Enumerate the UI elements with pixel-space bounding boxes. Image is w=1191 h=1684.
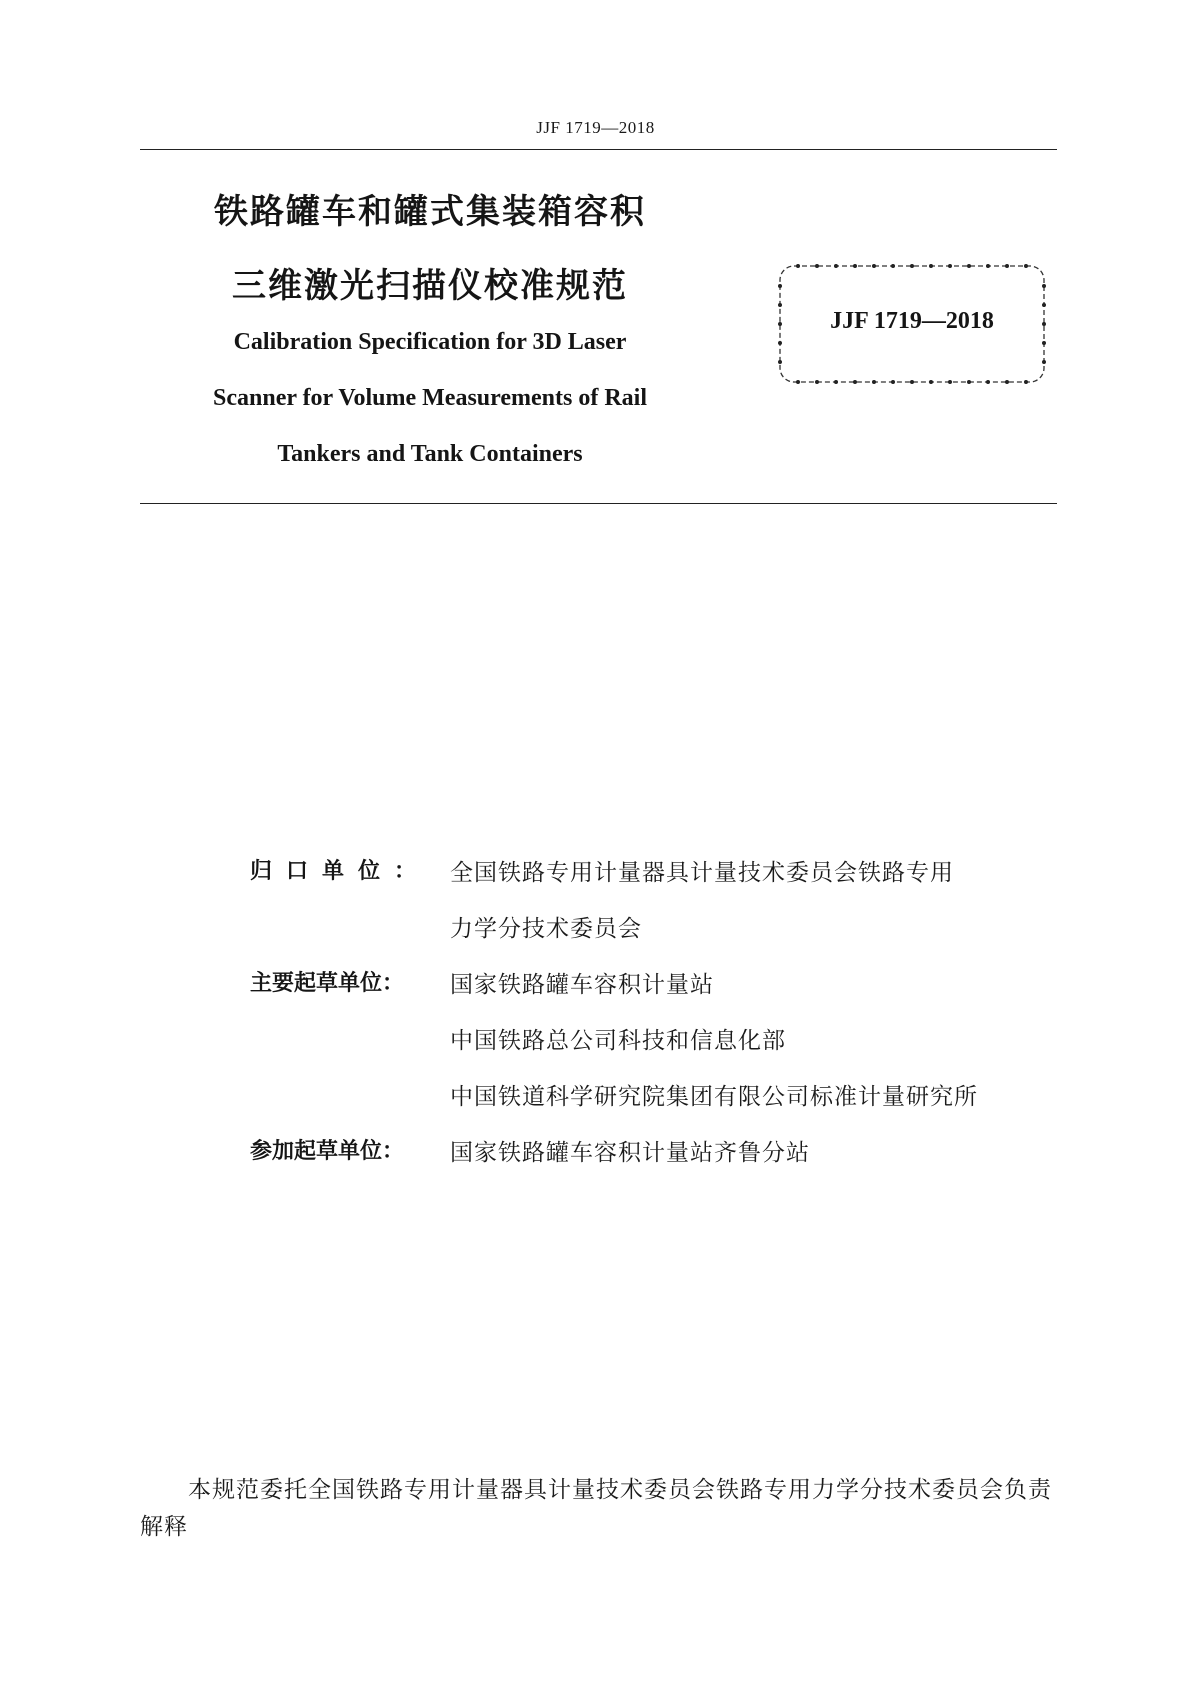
main-drafter-2: 中国铁路总公司科技和信息化部 <box>450 1028 786 1054</box>
responsible-unit-value: 全国铁路专用计量器具计量技术委员会铁路专用 <box>450 860 954 886</box>
english-title-line-1: Calibration Specification for 3D Laser <box>233 329 627 355</box>
middle-rule <box>140 503 1057 504</box>
border-dot <box>853 380 857 384</box>
english-title-line-3: Tankers and Tank Containers <box>277 441 583 467</box>
border-dot <box>872 264 876 268</box>
border-dot <box>1042 341 1046 345</box>
border-dot <box>834 264 838 268</box>
border-dot <box>910 380 914 384</box>
border-dot <box>834 380 838 384</box>
border-dot <box>778 303 782 307</box>
participating-drafter-label: 参加起草单位： <box>250 1139 405 1164</box>
standard-code: JJF 1719—2018 <box>830 308 994 334</box>
border-dot <box>891 264 895 268</box>
participating-drafter-1: 国家铁路罐车容积计量站齐鲁分站 <box>450 1140 810 1166</box>
chinese-title-line-2: 三维激光扫描仪校准规范 <box>232 266 628 306</box>
border-dot <box>853 264 857 268</box>
border-dot <box>929 264 933 268</box>
border-dot <box>1042 360 1046 364</box>
border-dot <box>891 380 895 384</box>
border-dot <box>967 380 971 384</box>
running-header: JJF 1719—2018 <box>536 118 655 137</box>
border-dot <box>986 380 990 384</box>
border-dot <box>1024 380 1028 384</box>
border-dot <box>778 360 782 364</box>
responsible-unit-value-cont: 力学分技术委员会 <box>450 916 642 942</box>
border-dot <box>948 264 952 268</box>
border-dot <box>778 341 782 345</box>
border-dot <box>778 284 782 288</box>
border-dot <box>872 380 876 384</box>
main-drafter-label: 主要起草单位： <box>250 971 405 996</box>
border-dot <box>796 380 800 384</box>
top-rule <box>140 149 1057 150</box>
standard-code-box <box>774 260 1050 388</box>
responsible-unit-label: 归口单位： <box>250 859 431 884</box>
border-dot <box>815 264 819 268</box>
border-dot <box>1005 380 1009 384</box>
border-dot <box>815 380 819 384</box>
border-dot <box>1005 264 1009 268</box>
interpretation-note: 本规范委托全国铁路专用计量器具计量技术委员会铁路专用力学分技术委员会负责解释 <box>140 1477 1052 1540</box>
border-dot <box>929 380 933 384</box>
border-dot <box>948 380 952 384</box>
main-drafter-1: 国家铁路罐车容积计量站 <box>450 972 714 998</box>
border-dot <box>1042 284 1046 288</box>
border-dot <box>986 264 990 268</box>
border-dot <box>1042 303 1046 307</box>
border-dot <box>796 264 800 268</box>
main-drafter-3: 中国铁道科学研究院集团有限公司标准计量研究所 <box>450 1084 978 1110</box>
border-dot <box>967 264 971 268</box>
english-title-line-2: Scanner for Volume Measurements of Rail <box>213 385 647 411</box>
border-dot <box>1024 264 1028 268</box>
border-dot <box>910 264 914 268</box>
chinese-title-line-1: 铁路罐车和罐式集装箱容积 <box>214 192 646 232</box>
